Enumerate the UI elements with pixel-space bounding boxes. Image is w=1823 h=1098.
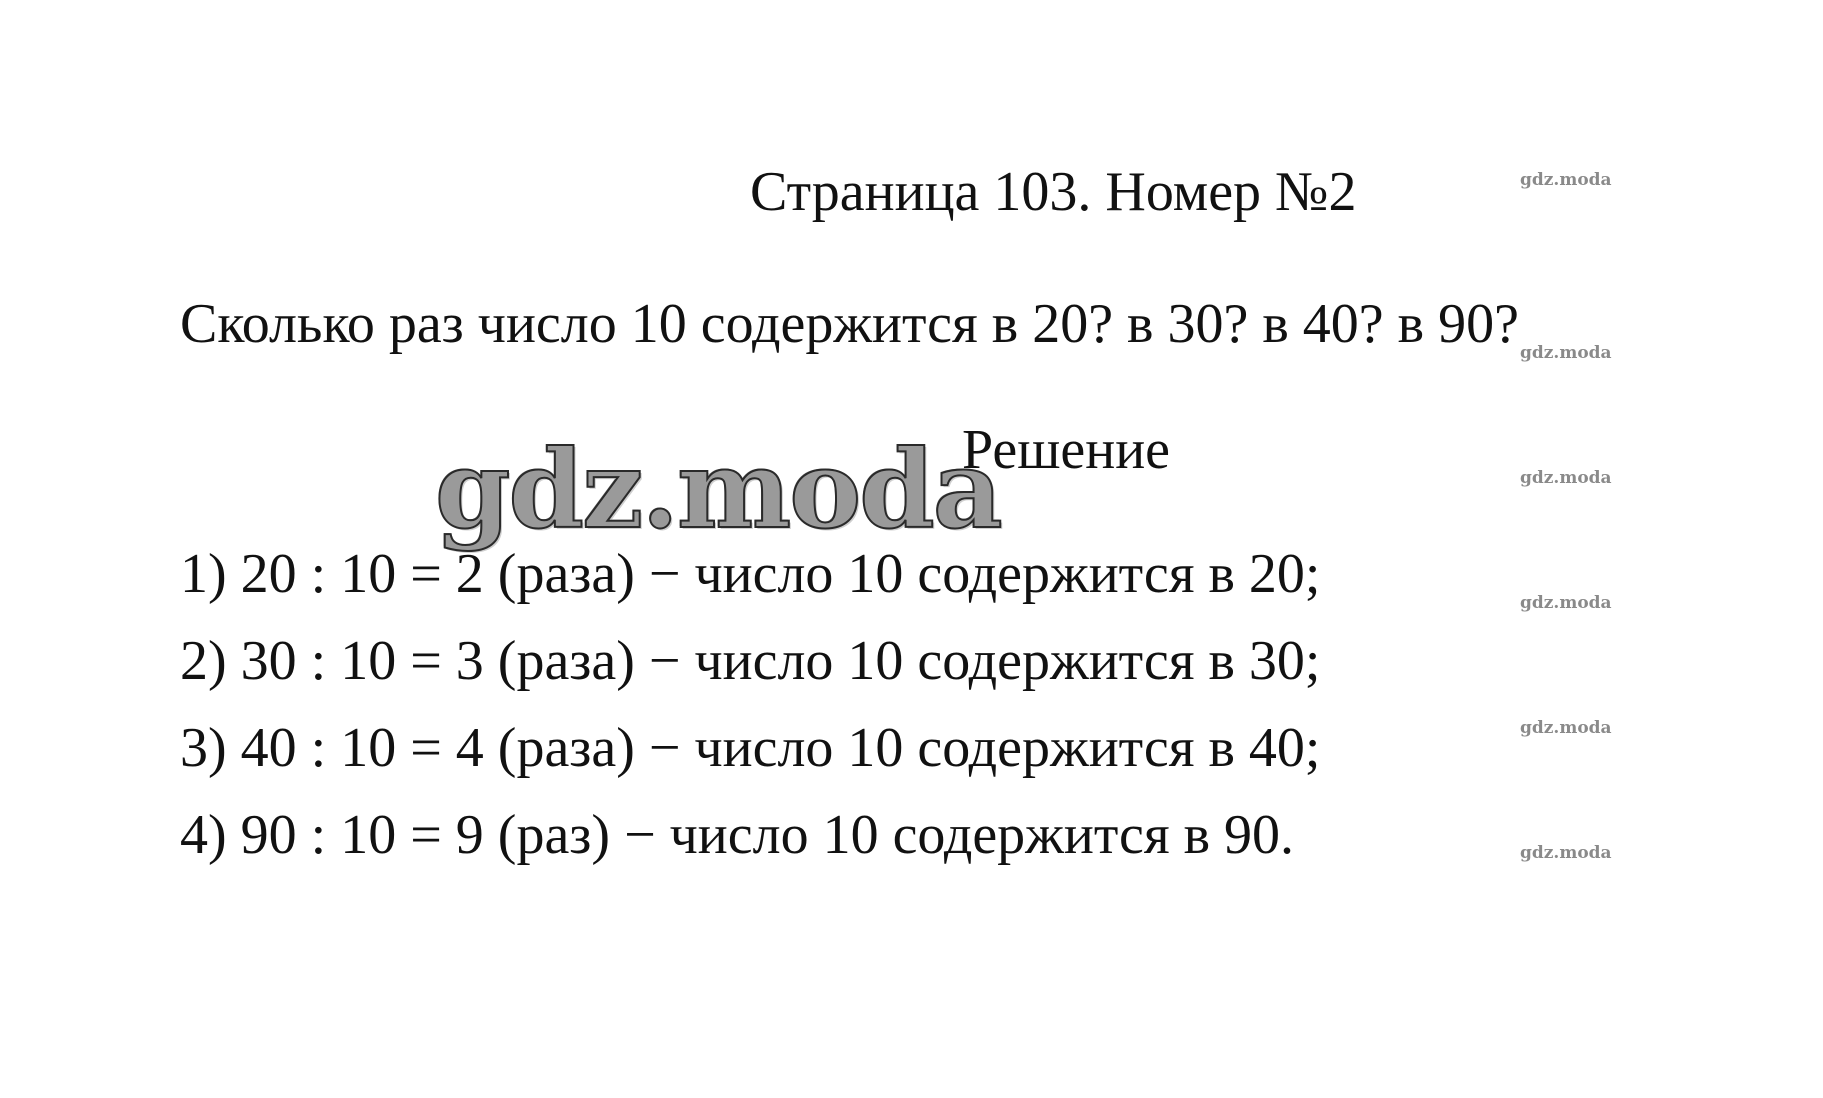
task-question: Сколько раз число 10 содержится в 20? в 30? в 40? в 90? bbox=[180, 293, 1519, 355]
watermark-side-4: gdz.moda bbox=[1520, 593, 1612, 613]
watermark-side-6: gdz.moda bbox=[1520, 843, 1612, 863]
solution-line-4: 4) 90 : 10 = 9 (раз) − число 10 содержится в 90. bbox=[180, 804, 1295, 866]
page-title: Страница 103. Номер №2 bbox=[750, 161, 1357, 223]
solution-line-2: 2) 30 : 10 = 3 (раза) − число 10 содержится в 30; bbox=[180, 630, 1321, 692]
watermark-side-5: gdz.moda bbox=[1520, 718, 1612, 738]
watermark-side-2: gdz.moda bbox=[1520, 343, 1612, 363]
solution-heading: Решение bbox=[962, 419, 1171, 481]
solution-line-3: 3) 40 : 10 = 4 (раза) − число 10 содержится в 40; bbox=[180, 717, 1321, 779]
watermark-side-3: gdz.moda bbox=[1520, 468, 1612, 488]
watermark-side-1: gdz.moda bbox=[1520, 170, 1612, 190]
solution-line-1: 1) 20 : 10 = 2 (раза) − число 10 содержится в 20; bbox=[180, 543, 1321, 605]
watermark-logo: gdz.moda bbox=[435, 427, 1001, 553]
